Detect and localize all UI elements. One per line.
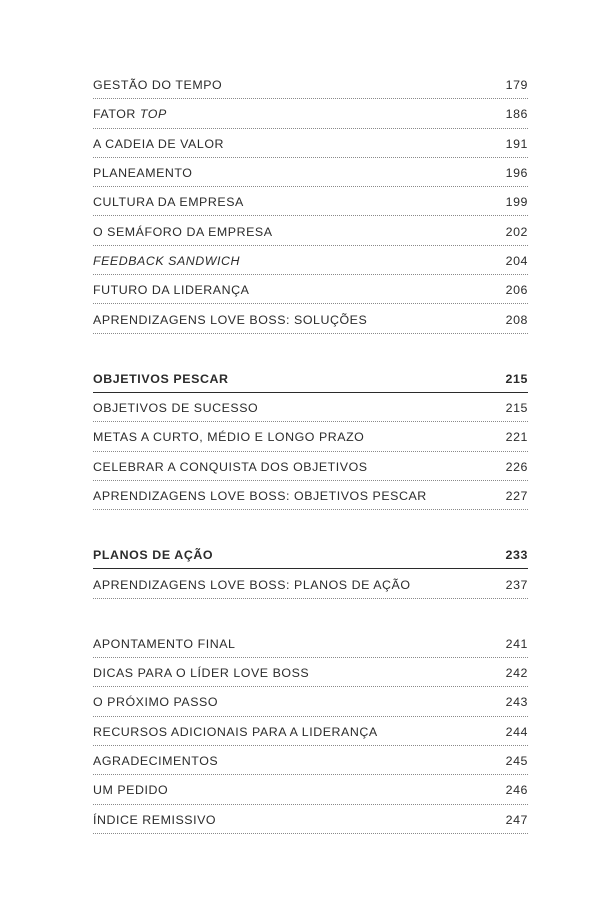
toc-row[interactable] [93,629,528,658]
toc-row[interactable] [93,158,528,187]
toc-section-final [93,629,528,834]
toc-entry-page: 208 [505,312,528,327]
toc-entry-title [93,107,167,121]
toc-entry-title: APONTAMENTO FINAL [93,636,236,651]
toc-entry-page: 204 [505,253,528,268]
toc-row[interactable] [93,717,528,746]
toc-entry-title: FEEDBACK SANDWICH [93,253,241,268]
toc-row[interactable] [93,99,528,128]
toc-entry-title: CULTURA DA EMPRESA [93,195,244,210]
toc-entry-title: O PRÓXIMO PASSO [93,695,219,710]
toc-entry-title-italic: TOP [139,107,167,122]
toc-entry-page: 199 [505,195,528,210]
toc-row[interactable] [93,246,528,275]
toc-row[interactable] [93,422,528,451]
toc-entry-title: GESTÃO DO TEMPO [93,78,223,93]
toc-entry-title-prefix: FATOR [93,107,140,122]
toc-entry-page: 202 [505,224,528,239]
toc-entry-title: O SEMÁFORO DA EMPRESA [93,224,273,239]
toc-entry-title: APRENDIZAGENS LOVE BOSS: OBJETIVOS PESCAR [93,489,427,503]
toc-entry-title: RECURSOS ADICIONAIS PARA A LIDERANÇA [93,724,378,739]
toc-row[interactable] [93,393,528,422]
toc-section-planos-de-acao [93,540,528,599]
toc-entry-page: 206 [505,283,528,298]
toc-row[interactable] [93,687,528,716]
toc-entry-title: UM PEDIDO [93,783,169,798]
toc-row[interactable] [93,805,528,834]
toc-entry-page: 247 [505,812,528,827]
toc-entry-title: APRENDIZAGENS LOVE BOSS: SOLUÇÕES [93,312,368,327]
toc-entry-page: 241 [505,636,528,651]
toc-row[interactable] [93,569,528,598]
toc-entry-page: 186 [505,107,528,122]
section-spacer [93,599,528,629]
toc-entry-title: PLANEAMENTO [93,166,193,181]
toc-entry-title: FUTURO DA LIDERANÇA [93,283,250,298]
toc-entry-page: 245 [505,754,528,769]
toc-row[interactable] [93,746,528,775]
toc-entry-page: 237 [505,577,528,592]
toc-section-1 [93,70,528,334]
toc-entry-page: 246 [505,783,528,798]
toc-heading-title: PLANOS DE AÇÃO [93,548,214,563]
toc-row[interactable] [93,658,528,687]
toc-heading-title: OBJETIVOS PESCAR [93,371,229,386]
toc-row[interactable] [93,481,528,510]
toc-row[interactable] [93,304,528,333]
toc-entry-page: 243 [505,695,528,710]
toc-entry-title: AGRADECIMENTOS [93,754,219,769]
toc-row[interactable] [93,275,528,304]
toc-entry-title: METAS A CURTO, MÉDIO E LONGO PRAZO [93,430,365,445]
toc-entry-page: 227 [505,489,528,503]
toc-row[interactable] [93,216,528,245]
toc-row[interactable] [93,129,528,158]
toc-entry-title: A CADEIA DE VALOR [93,136,225,151]
toc-entry-title: OBJETIVOS DE SUCESSO [93,401,259,416]
section-spacer [93,510,528,540]
toc-entry-page: 179 [505,78,528,93]
toc-entry-page: 191 [505,136,528,151]
toc-section-heading[interactable] [93,540,528,569]
table-of-contents [93,70,528,834]
toc-heading-page: 233 [505,548,528,563]
toc-entry-page: 244 [505,724,528,739]
toc-entry-title: ÍNDICE REMISSIVO [93,812,217,827]
toc-entry-page: 215 [505,401,528,416]
toc-entry-page: 242 [505,666,528,681]
toc-row[interactable] [93,452,528,481]
toc-entry-page: 221 [505,430,528,445]
toc-entry-title: DICAS PARA O LÍDER LOVE BOSS [93,666,310,681]
toc-entry-title: APRENDIZAGENS LOVE BOSS: PLANOS DE AÇÃO [93,577,411,592]
toc-entry-page: 196 [505,166,528,181]
toc-row[interactable] [93,70,528,99]
toc-entry-page: 226 [505,459,528,474]
toc-section-objetivos-pescar [93,364,528,510]
toc-row[interactable] [93,775,528,804]
toc-section-heading[interactable] [93,364,528,393]
toc-entry-title: CELEBRAR A CONQUISTA DOS OBJETIVOS [93,459,368,474]
section-spacer [93,334,528,364]
toc-row[interactable] [93,187,528,216]
toc-heading-page: 215 [505,371,528,386]
